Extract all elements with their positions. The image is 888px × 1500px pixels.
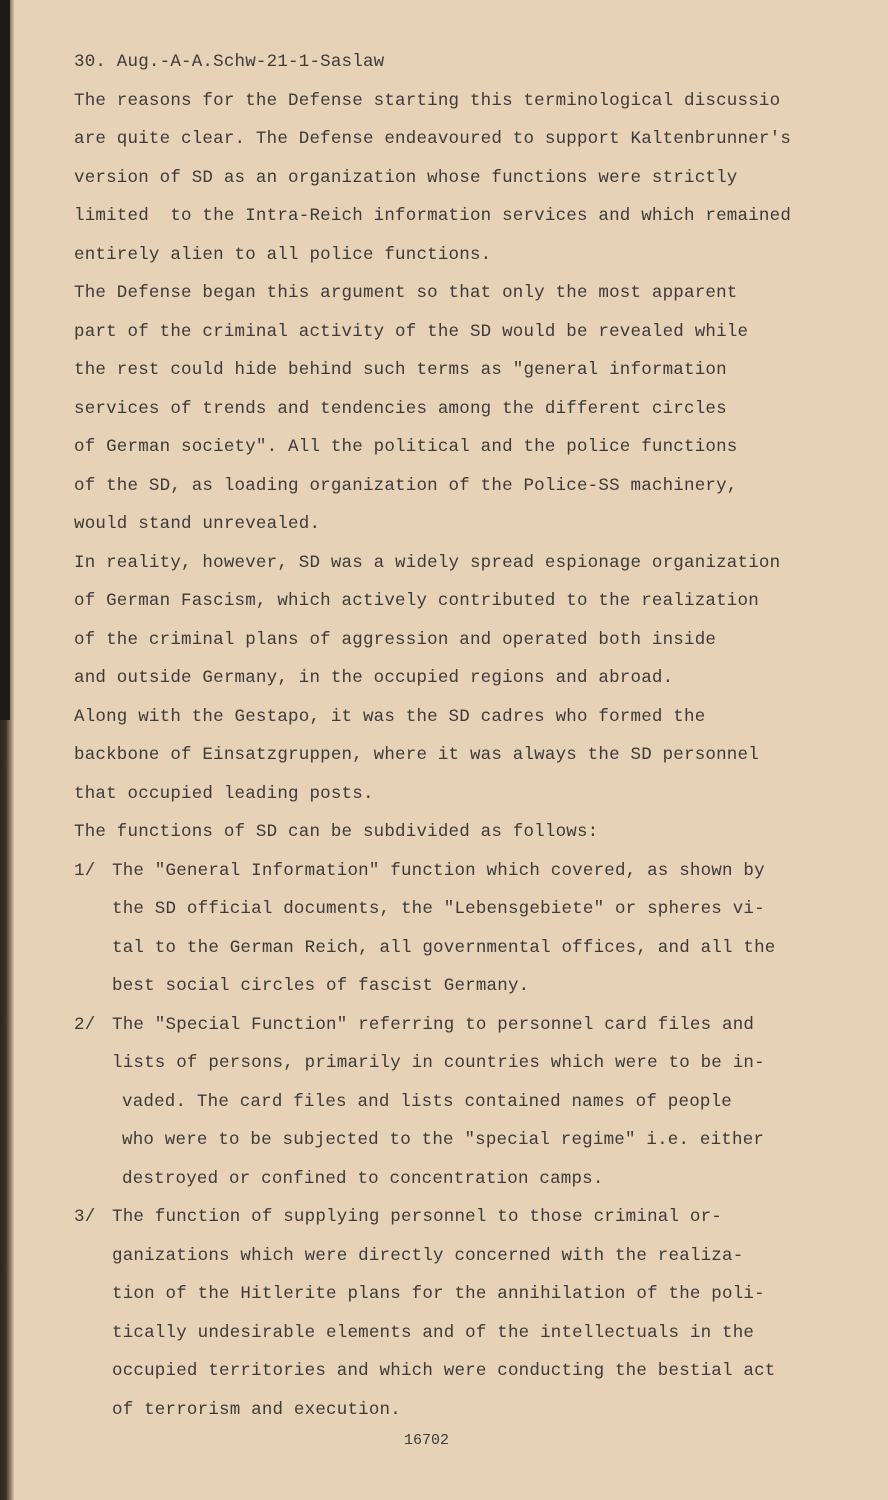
list-number: 2/ — [74, 1014, 96, 1035]
text-line: In reality, however, SD was a widely spread espionage organization — [74, 552, 781, 573]
text-line: services of trends and tendencies among the different circles — [74, 398, 727, 419]
list-text: The "Special Function" referring to personnel card files and — [112, 1014, 755, 1035]
text-line: of German society". All the political and the police functions — [74, 437, 738, 457]
list-item-line: tion of the Hitlerite plans for the annihilation of the poli- — [112, 1284, 765, 1304]
text-line: and outside Germany, in the occupied regions and abroad. — [74, 668, 674, 688]
typed-text-body — [74, 50, 844, 1436]
list-text: The function of supplying personnel to those criminal or- — [112, 1207, 722, 1227]
text-line: backbone of Einsatzgruppen, where it was always the SD personnel — [74, 745, 759, 765]
text-line: would stand unrevealed. — [74, 514, 321, 534]
list-item-line: tically undesirable elements and of the intellectuals in the — [112, 1322, 755, 1343]
page-number: 16702 — [404, 1432, 450, 1449]
list-item-line: ganizations which were directly concerned with the realiza- — [112, 1245, 744, 1266]
list-item-line: vaded. The card files and lists contained names of people — [122, 1091, 732, 1112]
left-binding-shadow — [0, 0, 10, 720]
text-line: of German Fascism, which actively contributed to the realization — [74, 591, 759, 611]
text-line: The reasons for the Defense starting this terminological discussio — [74, 90, 781, 111]
text-line: the rest could hide behind such terms as "general information — [74, 360, 727, 380]
list-number: 1/ — [74, 860, 96, 881]
list-item-line: lists of persons, primarily in countries which were to be in- — [112, 1053, 765, 1073]
text-line: that occupied leading posts. — [74, 783, 374, 804]
list-item-line: the SD official documents, the "Lebensgebiete" or spheres vi- — [112, 899, 765, 919]
text-line: part of the criminal activity of the SD would be revealed while — [74, 321, 749, 342]
text-line: entirely alien to all police functions. — [74, 244, 492, 265]
text-line: version of SD as an organization whose functions were strictly — [74, 167, 738, 188]
intro-line: The functions of SD can be subdivided as follows: — [74, 822, 599, 842]
list-item-line: occupied territories and which were conducting the bestial act — [112, 1361, 776, 1381]
list-number: 3/ — [74, 1207, 96, 1227]
list-item-3-first-line — [74, 1205, 844, 1244]
list-item-1-first-line — [74, 859, 844, 898]
list-item-2-first-line — [74, 1013, 844, 1052]
text-line: The Defense began this argument so that only the most apparent — [74, 283, 738, 303]
list-item-line: tal to the German Reich, all governmental offices, and all the — [112, 937, 776, 958]
text-line: Along with the Gestapo, it was the SD cadres who formed the — [74, 706, 706, 727]
text-line: limited to the Intra-Reich information services and which remained — [74, 206, 792, 226]
list-text: The "General Information" function which covered, as shown by — [112, 860, 765, 881]
text-line: are quite clear. The Defense endeavoured to support Kaltenbrunner's — [74, 129, 792, 149]
list-item-line: destroyed or confined to concentration camps. — [122, 1168, 604, 1189]
list-item-line: who were to be subjected to the "special regime" i.e. either — [122, 1130, 765, 1150]
header-line: 30. Aug.-A-A.Schw-21-1-Saslaw — [74, 52, 385, 72]
text-line: of the criminal plans of aggression and operated both inside — [74, 629, 717, 650]
list-item-line: best social circles of fascist Germany. — [112, 976, 530, 996]
list-item-line: of terrorism and execution. — [112, 1399, 401, 1420]
text-line: of the SD, as loading organization of the Police-SS machinery, — [74, 475, 738, 496]
